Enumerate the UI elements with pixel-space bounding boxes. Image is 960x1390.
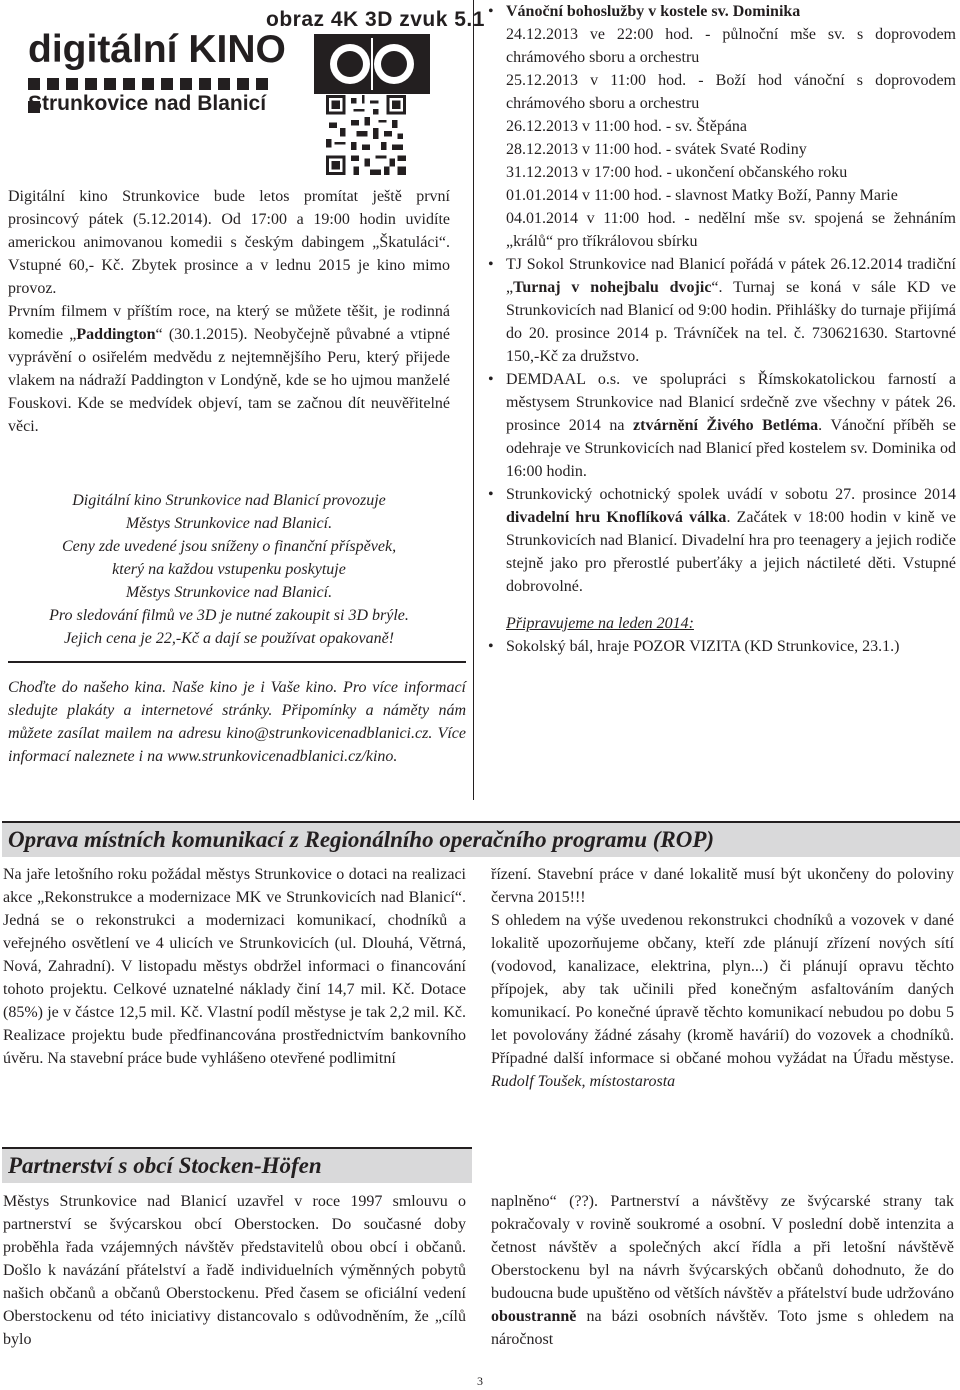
service-line: 28.12.2013 v 11:00 hod. - svátek Svaté Rodiny bbox=[506, 141, 807, 158]
list-item: • Sokolský bál, hraje POZOR VIZITA (KD Strunkovice, 23.1.) bbox=[486, 635, 956, 658]
events-column bbox=[486, 0, 956, 658]
text-span: naplněno“ (??). Partnerství a návštěvy ze švýcarské strany tak pokračovaly v rovině soukromé a osobní. V poslední době intenzita a četnost návštěv a společných akcí řídla a při letošní návštěvě Oberstockenu byl na návrh švýcarských občanů dohodnuto, že do budoucna bude upuštěno od větších návštěv a přátelství bude udržováno bbox=[491, 1193, 954, 1302]
cinema-paragraph bbox=[8, 300, 450, 438]
operator-line: Městys Strunkovice nad Blanicí. bbox=[125, 515, 333, 532]
text-span: DEMDAAL o.s. ve spolupráci s Římskokatolickou farností a městysem Strunkovice nad Blanicí srdečně zve všechny v pátek 26. prosince 2014 na bbox=[506, 371, 956, 434]
logo-tagline: obraz 4K 3D zvuk 5.1 bbox=[266, 8, 485, 31]
film-title: Paddington bbox=[76, 326, 156, 343]
operator-line: Pro sledování filmů ve 3D je nutné zakoupit si 3D brýle. bbox=[49, 607, 409, 624]
service-line: 26.12.2013 v 11:00 hod. - sv. Štěpána bbox=[506, 118, 748, 135]
christmas-services-title: • Vánoční bohoslužby v kostele sv. Dominika bbox=[506, 3, 801, 20]
events-list bbox=[486, 0, 956, 598]
cinema-paragraph: Digitální kino Strunkovice bude letos promítat ještě první prosincový pátek (5.12.2014). Od 17:00 a 19:00 hodin uvidíte americkou animovanou komedii s českým dabingem „Škatuláci“. Vstupné 60,- Kč. Zbytek prosince a v lednu 2015 je kino mimo provoz. bbox=[8, 188, 450, 297]
partnership-text-left: Městys Strunkovice nad Blanicí uzavřel v roce 1997 smlouvu o partnerství se švýcarskou obcí Oberstocken. Do současné doby proběhla řada vzájemných návštěv představitelů obou obcí i občanů. Došlo k navázání přátelství a řadě individuelních výměnných pobytů našich občanů a občanů Oberstockenu. Před časem se oficiální vedení Oberstockenu od této iniciativy distancovalo s odůvodněním, že „cílů bylo bbox=[3, 1193, 466, 1348]
service-line: 01.01.2014 v 11:00 hod. - slavnost Matky Boží, Panny Marie bbox=[506, 187, 898, 204]
section-header: Oprava místních komunikací z Regionálního operačního programu (ROP) bbox=[2, 821, 960, 857]
section-header: Partnerství s obcí Stocken-Höfen bbox=[2, 1147, 472, 1183]
cinema-article bbox=[8, 185, 450, 438]
rop-paragraph: řízení. Stavební práce v dané lokalitě musí být ukončeny do poloviny června 2015!!! bbox=[491, 866, 954, 906]
text-span: Prvním filmem v příštím roce, na který se můžete těšit, je rodinná komedie „ bbox=[8, 303, 450, 343]
list-item bbox=[486, 0, 956, 253]
page-number: 3 bbox=[477, 1374, 483, 1388]
text-span: . Začátek v 18:00 hodin v kině ve Strunkovicích nad Blanicí. Divadelní hra pro teenagery a jejich rodiče stejně jako pro přerostlé puberťáky a jejich náctileté děti. Vstupné dobrovolné. bbox=[506, 509, 956, 595]
signature: Rudolf Toušek, místostarosta bbox=[491, 1073, 676, 1090]
text-span: . Vánoční příběh se odehraje ve Strunkovicích nad Blanicí před kostelem sv. Dominika od 16:00 hodin. bbox=[506, 417, 956, 480]
partnership-text-right bbox=[491, 1190, 954, 1351]
text-span: S ohledem na výše uvedenou rekonstrukci chodníků a vozovek v dané lokalitě upozorňujeme občany, kteří zde plánují zřízení nových sítí (vodovod, kanalizace, elektrina, plyn...) či plánují opravu těchto přípojek, aby tak učinili před konečným asfaltováním daných komunikací. Po konečné úpravě těchto komunikací nebudou po dobu 5 let povolovány žádné zásahy (kromě havárií) do vozovek a chodníků. Případné další informace si občané mohou vyžádat na Úřadu městyse. bbox=[491, 912, 954, 1067]
service-line: 04.01.2014 v 11:00 hod. - nedělní mše sv. spojená se žehnáním „králů“ pro tříkrálovou sbírku bbox=[506, 210, 956, 250]
cinema-operator-note bbox=[8, 489, 450, 650]
cinema-closing: Choďte do našeho kina. Naše kino je i Vaše kino. Pro více informací sledujte plakáty a internetové stránky. Připomínky a náměty nám můžete zasílat mailem na adresu kino@strunkovicenadblanici.cz. Více informací naleznete i na www.strunkovicenadblanici.cz/kino. bbox=[8, 679, 466, 765]
service-line: 31.12.2013 v 17:00 hod. - ukončení občanského roku bbox=[506, 164, 848, 181]
text-span: Strunkovický ochotnický spolek uvádí v sobotu 27. prosince 2014 bbox=[506, 486, 956, 503]
upcoming-title: Připravujeme na leden 2014: bbox=[506, 615, 694, 632]
upcoming-list bbox=[486, 635, 956, 658]
rop-text-left: Na jaře letošního roku požádal městys Strunkovice o dotaci na realizaci akce „Rekonstrukce a modernizace MK ve Strunkovicích nad Blanicí“. Jedná se o rekonstrukci a modernizaci komunikací, chodníků a veřejného osvětlení ve 4 ulicích ve Strunkovicích (ul. Dlouhá, Větrná, Nová, Zahradní). V listopadu městys obdržel informaci o financování tohoto projektu. Celkové uznatelné náklady činí 14,7 mil. Kč. Dotace (85%) je v částce 12,5 mil. Kč. Vlastní podíl městyse je tak 2,2 mil. Kč. Realizace projektu bude předfinancována prostřednictvím bankovního úvěru. Na stavební práce bude vyhlášeno otevřené podlimitní bbox=[3, 866, 466, 1067]
divider bbox=[8, 661, 466, 663]
logo-title: digitální KINO bbox=[28, 28, 286, 71]
qr-code-icon bbox=[326, 95, 406, 175]
text-span: “. Turnaj se koná v sále KD ve Strunkovicích nad Blanicí od 9:00 hodin. Přihlášky do turnaje přijímá do 20. prosince 2014 p. Trávníček na tel. č. 730621630. Startovné 150,-Kč za družstvo. bbox=[506, 279, 956, 365]
cinema-logo bbox=[8, 2, 485, 180]
service-line: 25.12.2013 v 11:00 hod. - Boží hod vánoční s doprovodem chrámového sboru a orchestru bbox=[506, 72, 956, 112]
list-item bbox=[486, 368, 956, 483]
operator-line: Městys Strunkovice nad Blanicí. bbox=[125, 584, 333, 601]
film-reel-icon bbox=[314, 34, 430, 94]
operator-line: Ceny zde uvedené jsou sníženy o finanční příspěvek, bbox=[61, 538, 397, 555]
text-span: TJ Sokol Strunkovice nad Blanicí pořádá v pátek 26.12.2014 tradiční „ bbox=[506, 256, 956, 296]
list-item bbox=[486, 253, 956, 368]
operator-line: Jejich cena je 22,-Kč a dají se používat opakovaně! bbox=[63, 630, 395, 647]
emphasis: oboustranně bbox=[491, 1308, 577, 1325]
operator-line: Digitální kino Strunkovice nad Blanicí provozuje bbox=[72, 492, 386, 509]
column-divider bbox=[473, 0, 474, 800]
logo-town: Strunkovice nad Blanicí bbox=[28, 92, 267, 115]
operator-line: který na každou vstupenku poskytuje bbox=[112, 561, 346, 578]
rop-paragraph bbox=[491, 909, 954, 1093]
text-span: “ (30.1.2015). Neobyčejně půvabné a vtipné vyprávění o osiřelém medvědu z nejtemnějšího Peru, který přijede vlakem na nádraží Paddington v Londýně, kde se ho ujmou manželé Fouskovi. Kde se medvídek objeví, tam se začnou dít neuvěřitelné věci. bbox=[8, 326, 450, 435]
rop-text-right bbox=[491, 863, 954, 1093]
event-name: ztvárnění Živého Betléma bbox=[633, 417, 819, 434]
event-name: Turnaj v nohejbalu dvojic bbox=[513, 279, 712, 296]
event-name: divadelní hru Knoflíková válka bbox=[506, 509, 727, 526]
service-line: 24.12.2013 ve 22:00 hod. - půlnoční mše sv. s doprovodem chrámového sboru a orchestru bbox=[506, 26, 956, 66]
text-span: na bázi osobních návštěv. Toto jsme s ohledem na náročnost bbox=[491, 1308, 954, 1348]
list-item bbox=[486, 483, 956, 598]
film-strip-decoration bbox=[28, 74, 290, 86]
